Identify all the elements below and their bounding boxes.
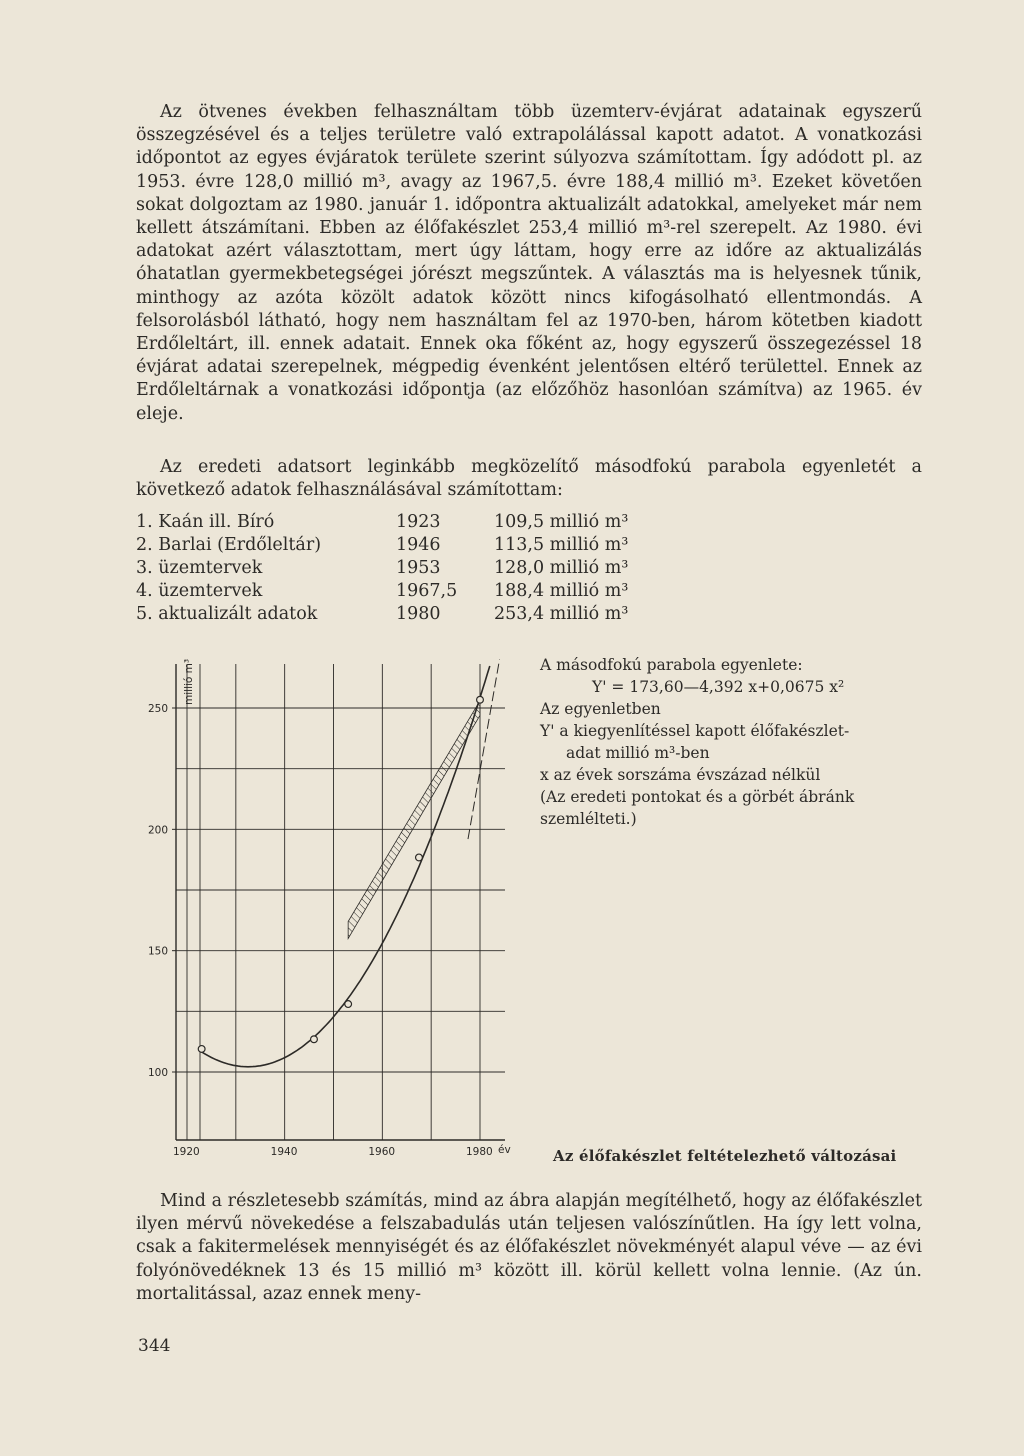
equation-block [540,654,920,830]
paragraph-1: Az ötvenes években felhasználtam több üzemterv-évjárat adatainak egyszerű összegzésével és a teljes területre való extrapolálással kapott adatot. A vonatkozási időpontot az egyes évjáratok területe szerint súlyozva számítottam. Így adódott pl. az 1953. évre 128,0 millió m³, avagy az 1967,5. évre 188,4 millió m³. Ezeket követően sokat dolgoztam az 1980. január 1. időpontra aktualizált adatokkal, amelyeket már nem kellett átszámítani. Ebben az élőfakészlet 253,4 millió m³-rel szerepelt. Az 1980. évi adatokat azért választottam, mert úgy láttam, hogy erre az időre az aktualizálás óhatatlan gyermekbetegségei jórészt megszűntek. A választás ma is helyesnek tűnik, minthogy az azóta közölt adatok között nincs kifogásolható ellentmondás. A felsorolásból látható, hogy nem használtam fel az 1970-ben, három kötetben kiadott Erdőleltárt, ill. ennek adatait. Ennek oka főként az, hogy egyszerű összegezéssel 18 évjárat adatai szerepelnek, mégpedig évenként jelentősen eltérő területtel. Ennek az Erdőleltárnak a vonatkozási időpontja (az előzőhöz hasonlóan számítva) az 1965. év eleje. [136,102,922,424]
hatched-region [348,701,480,939]
equation-line: Az egyenletben [540,700,661,718]
equation-line: adat millió m³-ben [566,744,710,762]
paragraph-3: Mind a részletesebb számítás, mind az ábra alapján megítélhető, hogy az élőfakészlet ilyen mérvű növekedése a felszabadulás után teljesen valószínűtlen. Ha így lett volna, csak a fakitermelések mennyiségét és az élőfakészlet növekményét alapul véve — az évi folyónövedéknek 13 és 15 millió m³ között ill. körül kellett volna lennie. (Az ún. mortalitással, azaz ennek meny- [136,1191,922,1304]
row-number: 4. [136,581,153,601]
data-point [311,1036,318,1043]
equation-line: (Az eredeti pontokat és a görbét ábránk [540,788,855,806]
data-point [477,696,484,703]
y-tick-label: 200 [148,824,169,837]
row-number: 1. [136,512,153,532]
y-tick-label: 150 [148,945,169,958]
row-source: Barlai (Erdőleltár) [158,535,322,555]
data-point [416,854,423,861]
x-tick-label: 1980 [466,1146,493,1158]
equation-formula: Y' = 173,60—4,392 x+0,0675 x² [592,678,845,696]
paragraph-2: Az eredeti adatsort leginkább megközelítő másodfokú parabola egyenletét a következő adatok felhasználásával számítottam: [136,457,922,501]
data-point [198,1046,205,1053]
row-value: 128,0 millió m³ [494,558,629,578]
row-source: aktualizált adatok [158,604,318,624]
data-point [345,1001,352,1008]
row-number: 2. [136,535,153,555]
y-axis-label: millió m³ [183,658,195,705]
chart-axes [176,659,505,1140]
row-value: 113,5 millió m³ [494,535,629,555]
row-source: üzemtervek [158,581,263,601]
row-source: üzemtervek [158,558,263,578]
figure-caption: Az élőfakészlet feltételezhető változásai [553,1147,897,1165]
chart-grid [176,664,505,1140]
x-tick-label: 1960 [368,1146,396,1158]
x-tick-label: 1940 [270,1146,298,1158]
equation-line: szemlélteti.) [540,810,637,828]
row-value: 188,4 millió m³ [494,581,629,601]
row-value: 253,4 millió m³ [494,604,629,624]
row-year: 1946 [396,535,441,555]
row-year: 1967,5 [396,581,458,601]
page-number: 344 [138,1336,171,1356]
data-points [198,696,483,1052]
y-tick-label: 100 [148,1067,169,1079]
row-source: Kaán ill. Bíró [158,512,275,532]
x-axis-label: év [498,1144,511,1156]
x-tick-label: 1920 [173,1146,200,1158]
equation-title: A másodfokú parabola egyenlete: [540,656,803,674]
equation-line: x az évek sorszáma évszázad nélkül [540,766,821,784]
row-number: 5. [136,604,153,624]
row-year: 1980 [396,604,441,624]
row-year: 1953 [396,558,441,578]
row-number: 3. [136,558,153,578]
equation-line: Y' a kiegyenlítéssel kapott élőfakészlet- [540,722,850,740]
row-year: 1923 [396,512,441,532]
y-tick-label: 250 [148,703,169,715]
row-value: 109,5 millió m³ [494,512,629,532]
